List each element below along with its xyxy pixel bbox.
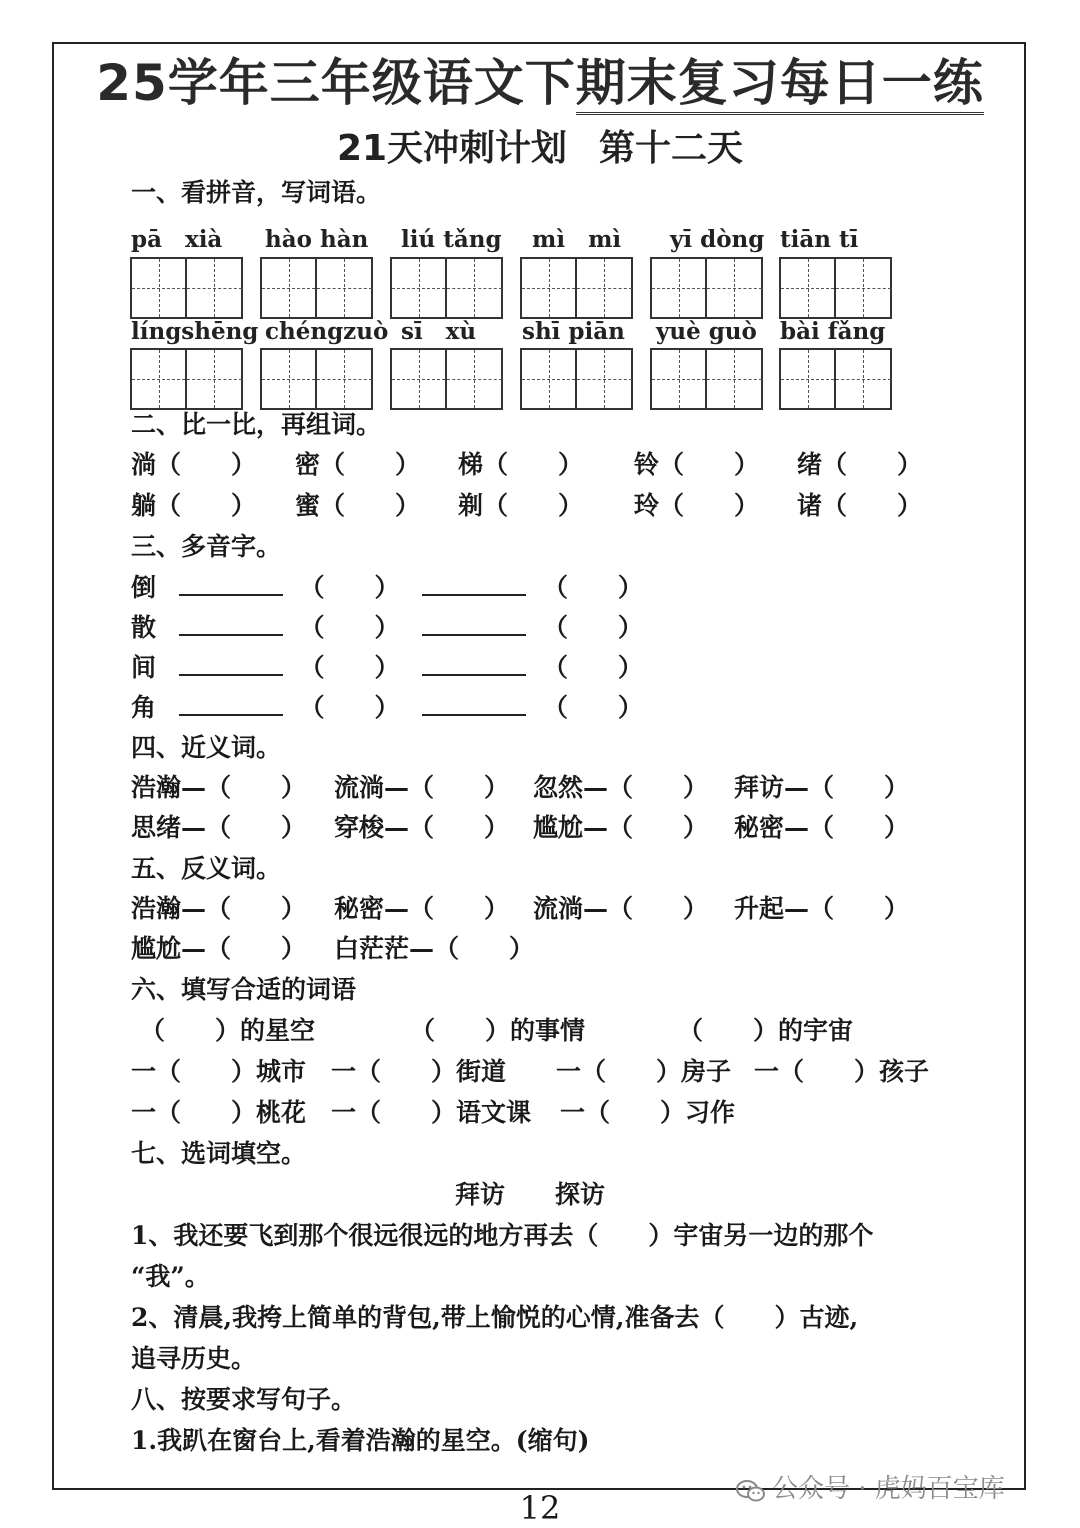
antonym-item[interactable]: 浩瀚—（ ）	[131, 894, 307, 923]
polyphone-row	[131, 690, 643, 725]
fill-item[interactable]: （ ）的星空	[140, 1016, 316, 1045]
question-text[interactable]: 1、我还要飞到那个很远很远的地方再去（ ）宇宙另一边的那个	[131, 1221, 874, 1250]
polyphone-row	[131, 650, 643, 685]
section-7-heading: 七、选词填空。	[131, 1139, 307, 1168]
polyphone-row	[131, 610, 643, 645]
compare-item[interactable]: 诸（ ）	[797, 491, 923, 520]
antonym-item[interactable]: 白茫茫—（ ）	[334, 934, 535, 963]
pinyin-paren[interactable]: （ ）	[542, 693, 643, 722]
polyphone-char: 角	[131, 693, 157, 722]
pinyin: mì mì	[532, 226, 622, 253]
section-4-heading: 四、近义词。	[131, 733, 282, 762]
fill-item[interactable]: 一（ ）语文课	[331, 1098, 532, 1127]
antonym-item[interactable]: 尴尬—（ ）	[131, 934, 307, 963]
writing-grid[interactable]	[390, 348, 503, 410]
answer-blank[interactable]	[422, 570, 526, 596]
page-subtitle	[0, 124, 1080, 174]
pinyin: yī dòng	[670, 226, 765, 253]
fill-item[interactable]: 一（ ）习作	[560, 1098, 736, 1127]
pinyin: bài fǎng	[780, 318, 886, 345]
polyphone-char: 散	[131, 613, 157, 642]
title-underlined: 期末复习每日一练	[576, 54, 984, 115]
fill-item[interactable]: （ ）的事情	[410, 1016, 586, 1045]
title-main: 25学年三年级语文下	[96, 54, 576, 112]
section-2-heading: 二、比一比，再组词。	[131, 410, 382, 439]
writing-grid[interactable]	[130, 257, 243, 319]
pinyin: hào hàn	[265, 226, 369, 253]
synonym-item[interactable]: 秘密—（ ）	[734, 813, 910, 842]
writing-grid[interactable]	[520, 348, 633, 410]
page-title	[0, 52, 1080, 114]
pinyin: liú tǎng	[401, 226, 502, 253]
compare-item[interactable]: 躺（ ）	[131, 491, 257, 520]
synonym-item[interactable]: 忽然—（ ）	[533, 773, 709, 802]
fill-item[interactable]: 一（ ）城市	[131, 1057, 307, 1086]
writing-grid[interactable]	[260, 257, 373, 319]
pinyin: pā xià	[131, 226, 223, 253]
section-3-heading: 三、多音字。	[131, 532, 282, 561]
synonym-item[interactable]: 思绪—（ ）	[131, 813, 307, 842]
pinyin: shī piān	[522, 318, 625, 345]
compare-item[interactable]: 密（ ）	[295, 450, 421, 479]
writing-grid[interactable]	[390, 257, 503, 319]
synonym-item[interactable]: 拜访—（ ）	[734, 773, 910, 802]
pinyin-paren[interactable]: （ ）	[299, 693, 400, 722]
antonym-item[interactable]: 秘密—（ ）	[334, 894, 510, 923]
compare-item[interactable]: 铃（ ）	[634, 450, 760, 479]
polyphone-char: 间	[131, 653, 157, 682]
writing-grid[interactable]	[779, 348, 892, 410]
pinyin-paren[interactable]: （ ）	[542, 653, 643, 682]
pinyin-paren[interactable]: （ ）	[542, 573, 643, 602]
compare-item[interactable]: 蜜（ ）	[295, 491, 421, 520]
answer-blank[interactable]	[422, 690, 526, 716]
writing-grid[interactable]	[520, 257, 633, 319]
word-choices: 拜访 探访	[455, 1180, 606, 1209]
answer-blank[interactable]	[179, 610, 283, 636]
antonym-item[interactable]: 流淌—（ ）	[533, 894, 709, 923]
compare-item[interactable]: 淌（ ）	[131, 450, 257, 479]
polyphone-row	[131, 570, 643, 605]
synonym-item[interactable]: 浩瀚—（ ）	[131, 773, 307, 802]
fill-item[interactable]: 一（ ）桃花	[131, 1098, 307, 1127]
fill-item[interactable]: 一（ ）孩子	[754, 1057, 930, 1086]
pinyin: sī xù	[401, 318, 477, 345]
compare-item[interactable]: 玲（ ）	[634, 491, 760, 520]
pinyin-paren[interactable]: （ ）	[299, 573, 400, 602]
writing-grid[interactable]	[130, 348, 243, 410]
question-text: “我”。	[131, 1262, 210, 1291]
answer-blank[interactable]	[179, 690, 283, 716]
question-text[interactable]: 2、清晨,我挎上简单的背包,带上愉悦的心情,准备去（ ）古迹,	[131, 1303, 859, 1332]
fill-item[interactable]: （ ）的宇宙	[678, 1016, 854, 1045]
synonym-item[interactable]: 尴尬—（ ）	[533, 813, 709, 842]
synonym-item[interactable]: 穿梭—（ ）	[334, 813, 510, 842]
page-number: 12	[519, 1489, 561, 1527]
antonym-item[interactable]: 升起—（ ）	[734, 894, 910, 923]
writing-grid[interactable]	[650, 348, 763, 410]
fill-item[interactable]: 一（ ）房子	[556, 1057, 732, 1086]
writing-grid[interactable]	[779, 257, 892, 319]
section-1-heading: 一、看拼音，写词语。	[131, 178, 382, 207]
watermark-text: 公众号 · 虎妈百宝库	[772, 1474, 1005, 1504]
writing-grid[interactable]	[260, 348, 373, 410]
fill-item[interactable]: 一（ ）街道	[331, 1057, 507, 1086]
section-6-heading: 六、填写合适的词语	[131, 975, 357, 1004]
compare-item[interactable]: 绪（ ）	[797, 450, 923, 479]
polyphone-char: 倒	[131, 573, 157, 602]
pinyin: yuè guò	[656, 318, 757, 345]
pinyin: tiān tī	[780, 226, 859, 253]
answer-blank[interactable]	[179, 570, 283, 596]
pinyin: chéngzuò	[265, 318, 389, 345]
compare-item[interactable]: 梯（ ）	[458, 450, 584, 479]
section-8-heading: 八、按要求写句子。	[131, 1385, 357, 1414]
wechat-icon	[736, 1478, 766, 1502]
answer-blank[interactable]	[179, 650, 283, 676]
subtitle-plan: 21天冲刺计划	[336, 128, 568, 169]
pinyin-paren[interactable]: （ ）	[299, 653, 400, 682]
synonym-item[interactable]: 流淌—（ ）	[334, 773, 510, 802]
pinyin-paren[interactable]: （ ）	[542, 613, 643, 642]
section-5-heading: 五、反义词。	[131, 854, 282, 883]
pinyin: língshēng	[131, 318, 259, 345]
question-text[interactable]: 1.我趴在窗台上,看着浩瀚的星空。(缩句)	[131, 1426, 590, 1455]
pinyin-paren[interactable]: （ ）	[299, 613, 400, 642]
watermark	[736, 1472, 1005, 1506]
answer-blank[interactable]	[422, 610, 526, 636]
question-text: 追寻历史。	[131, 1344, 257, 1373]
answer-blank[interactable]	[422, 650, 526, 676]
writing-grid[interactable]	[650, 257, 763, 319]
compare-item[interactable]: 剃（ ）	[458, 491, 584, 520]
subtitle-day: 第十二天	[599, 128, 744, 169]
